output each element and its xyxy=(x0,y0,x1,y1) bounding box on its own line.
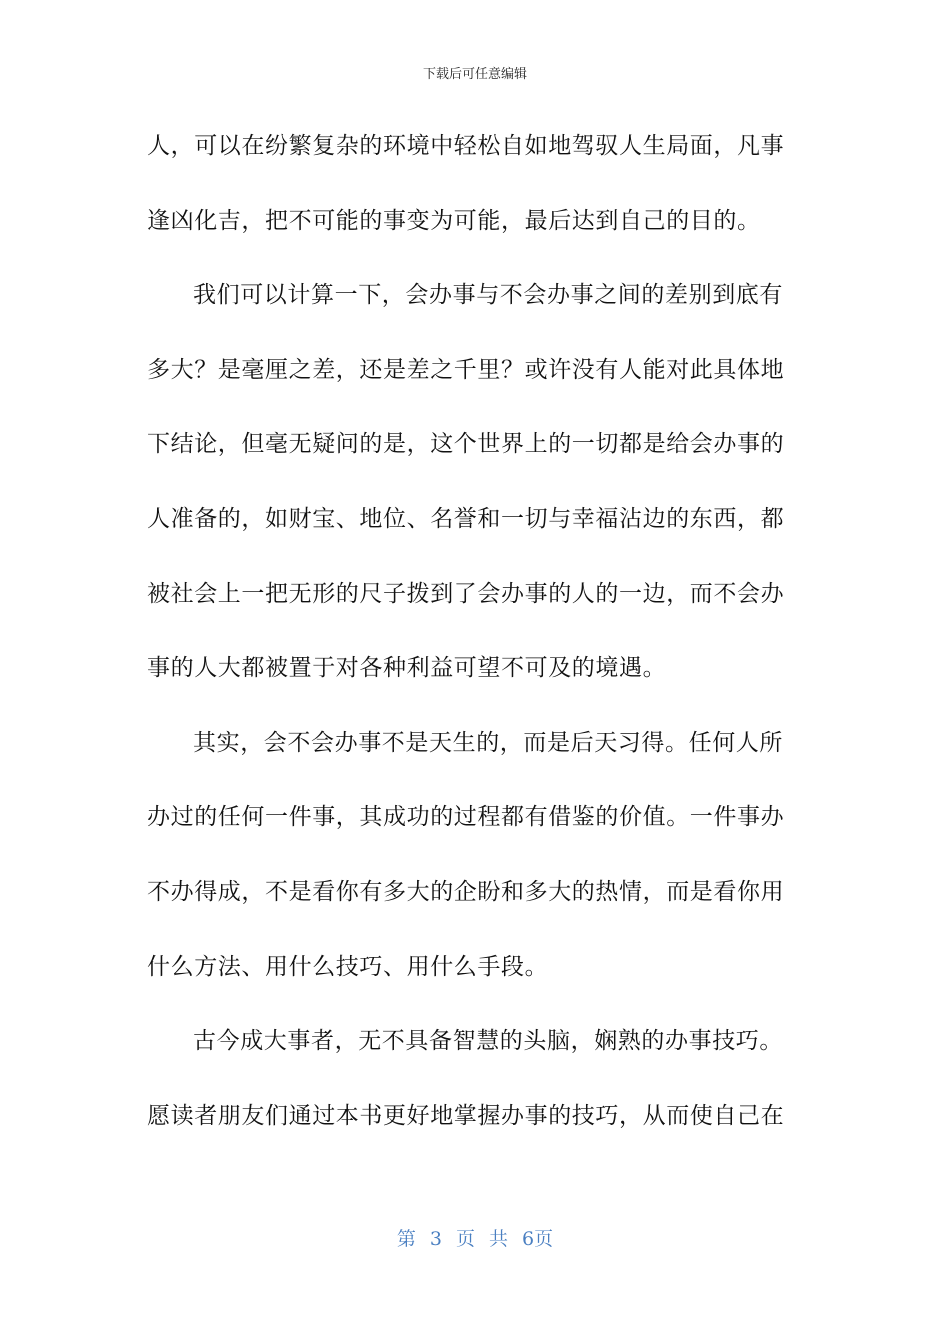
text-line: 事的人大都被置于对各种利益可望不可及的境遇。 xyxy=(147,655,667,682)
footer-label-di: 第 xyxy=(396,1228,416,1250)
total-pages-number: 6 xyxy=(522,1228,535,1250)
footer-label-ye: 页 xyxy=(455,1228,475,1250)
footer-label-ye2: 页 xyxy=(534,1228,554,1250)
page-header: 下载后可任意编辑 xyxy=(422,67,527,82)
footer-label-gong: 共 xyxy=(489,1228,509,1250)
paragraph-first-line: 其实，会不会办事不是天生的，而是后天习得。任何人所 xyxy=(193,729,783,756)
paragraph-first-line: 我们可以计算一下，会办事与不会办事之间的差别到底有 xyxy=(193,282,783,309)
paragraph-first-line: 古今成大事者，无不具备智慧的头脑，娴熟的办事技巧。 xyxy=(193,1028,783,1055)
text-line: 愿读者朋友们通过本书更好地掌握办事的技巧，从而使自己在 xyxy=(147,1102,785,1129)
text-line: 逢凶化吉，把不可能的事变为可能，最后达到自己的目的。 xyxy=(147,207,761,234)
page-footer xyxy=(0,1226,950,1252)
text-line: 人，可以在纷繁复杂的环境中轻松自如地驾驭人生局面，凡事 xyxy=(147,133,785,159)
text-line: 人准备的，如财宝、地位、名誉和一切与幸福沾边的东西，都 xyxy=(147,505,785,532)
text-line: 下结论，但毫无疑问的是，这个世界上的一切都是给会办事的 xyxy=(147,431,785,458)
current-page-number: 3 xyxy=(429,1228,442,1250)
document-body xyxy=(147,128,797,1172)
text-line: 办过的任何一件事，其成功的过程都有借鉴的价值。一件事办 xyxy=(147,804,785,831)
text-line: 被社会上一把无形的尺子拨到了会办事的人的一边，而不会办 xyxy=(147,580,785,607)
text-line: 多大？是毫厘之差，还是差之千里？或许没有人能对此具体地 xyxy=(147,356,785,383)
text-line: 什么方法、用什么技巧、用什么手段。 xyxy=(147,953,549,980)
text-line: 不办得成，不是看你有多大的企盼和多大的热情，而是看你用 xyxy=(147,878,785,905)
